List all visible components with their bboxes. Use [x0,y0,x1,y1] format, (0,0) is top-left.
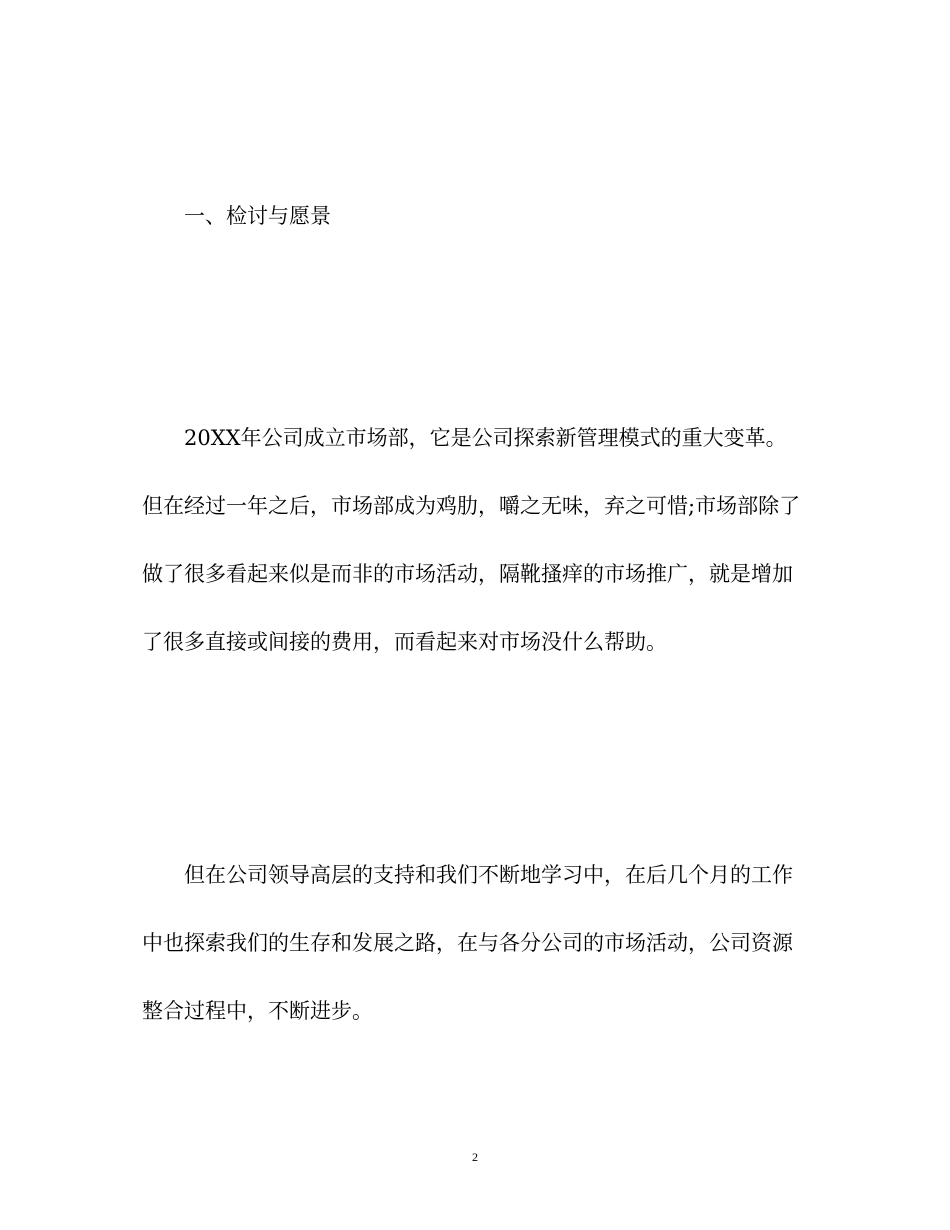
section-heading: 一、检讨与愿景 [184,204,331,228]
page-number: 2 [472,1150,478,1164]
paragraph-2: 但在公司领导高层的支持和我们不断地学习中，在后几个月的工作中也探索我们的生存和发展之路，在与各分公司的市场活动，公司资源整合过程中，不断进步。 [142,863,793,1023]
paragraph-1: 20XX年公司成立市场部，它是公司探索新管理模式的重大变革。但在经过一年之后，市场部成为鸡肋，嚼之无味，弃之可惜;市场部除了做了很多看起来似是而非的市场活动，隔靴搔痒的市场推广，就是增加了很多直接或间接的费用，而看起来对市场没什么帮助。 [142,426,801,654]
